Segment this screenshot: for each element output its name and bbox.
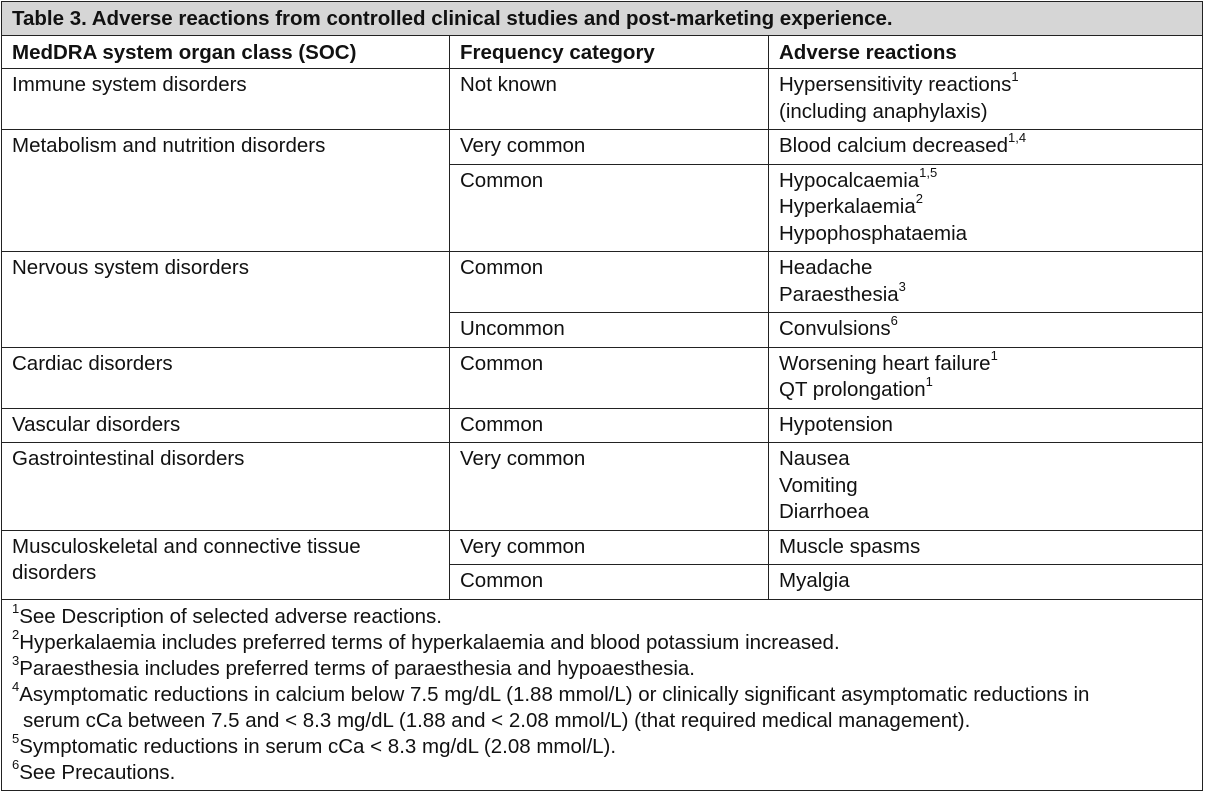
reaction-item: Muscle spasms [779, 534, 921, 558]
frequency-cell: Common [450, 408, 769, 443]
table-title: Table 3. Adverse reactions from controlled clinical studies and post-marketing experience. [2, 2, 1203, 36]
header-soc: MedDRA system organ class (SOC) [2, 36, 450, 69]
frequency-cell: Very common [450, 443, 769, 531]
table-row [2, 130, 1203, 165]
frequency-cell: Not known [450, 69, 769, 130]
reaction-item: Paraesthesia$^3$ [779, 278, 906, 306]
frequency-cell: Common [450, 565, 769, 600]
reactions-cell [769, 530, 1203, 565]
soc-cell: Gastrointestinal disorders [2, 443, 450, 531]
reaction-item: Blood calcium decreased$^{1,4}$ [779, 130, 1027, 157]
frequency-cell: Common [450, 347, 769, 408]
reaction-item: Nausea [779, 447, 850, 470]
reactions-cell [769, 347, 1203, 408]
frequency-cell: Uncommon [450, 313, 769, 348]
frequency-cell: Very common [450, 130, 769, 165]
reaction-item: Hypersensitivity reactions$^1$ [779, 69, 1019, 96]
footnotes [2, 599, 1203, 790]
footnote: $^4$Asymptomatic reductions in calcium below 7.5 mg/dL (1.88 mmol/L) or clinically significant asymptomatic reductions in serum cCa between 7.5 and < 8.3 mg/dL (1.88 and < 2.08 mmol/L) (that required medical management). [12, 678, 1090, 732]
table-row [2, 347, 1203, 408]
footnote: $^1$See Description of selected adverse reactions. [12, 600, 442, 628]
reaction-item: Hypophosphataemia [779, 221, 968, 245]
frequency-cell: Common [450, 164, 769, 252]
reaction-item: Diarrhoea [779, 500, 870, 523]
reaction-item: Myalgia [779, 569, 850, 592]
reaction-item: Hyperkalaemia$^2$ [779, 191, 923, 218]
soc-cell: Metabolism and nutrition disorders [2, 130, 450, 252]
soc-cell: Nervous system disorders [2, 252, 450, 348]
header-row [2, 36, 1203, 69]
reaction-item: Vomiting [779, 473, 858, 497]
reactions-cell [769, 565, 1203, 600]
reaction-item: Hypotension [779, 412, 893, 436]
reaction-item: QT prolongation$^1$ [779, 374, 933, 401]
header-reactions: Adverse reactions [769, 36, 1203, 69]
document-page [1, 1, 1202, 784]
header-frequency: Frequency category [450, 36, 769, 69]
footnote: $^5$Symptomatic reductions in serum cCa < 8.3 mg/dL (2.08 mmol/L). [12, 730, 617, 758]
reaction-item: Headache [779, 256, 873, 279]
table-title-row [2, 2, 1203, 36]
reaction-item: Hypocalcaemia$^{1,5}$ [779, 164, 938, 192]
footnote: $^6$See Precautions. [12, 756, 176, 784]
reactions-cell [769, 69, 1203, 130]
reaction-item: Convulsions$^6$ [779, 313, 898, 340]
reactions-cell [769, 443, 1203, 531]
soc-cell: Cardiac disorders [2, 347, 450, 408]
reactions-cell [769, 130, 1203, 165]
soc-cell: Musculoskeletal and connective tissue disorders [2, 530, 450, 599]
soc-cell: Immune system disorders [2, 69, 450, 130]
reaction-item: Worsening heart failure$^1$ [779, 347, 998, 375]
reactions-cell [769, 408, 1203, 443]
frequency-cell: Common [450, 252, 769, 313]
footnote: $^3$Paraesthesia includes preferred terms of paraesthesia and hypoaesthesia. [12, 652, 695, 680]
footnotes-row [2, 599, 1203, 790]
reaction-item: (including anaphylaxis) [779, 99, 988, 123]
reactions-cell [769, 252, 1203, 313]
reactions-cell [769, 164, 1203, 252]
table-row [2, 252, 1203, 313]
table-row [2, 443, 1203, 531]
adverse-reactions-table [1, 1, 1203, 791]
reactions-cell [769, 313, 1203, 348]
table-row [2, 408, 1203, 443]
table-row [2, 530, 1203, 565]
footnote: $^2$Hyperkalaemia includes preferred terms of hyperkalaemia and blood potassium increased. [12, 626, 840, 654]
frequency-cell: Very common [450, 530, 769, 565]
table-row [2, 69, 1203, 130]
soc-cell: Vascular disorders [2, 408, 450, 443]
